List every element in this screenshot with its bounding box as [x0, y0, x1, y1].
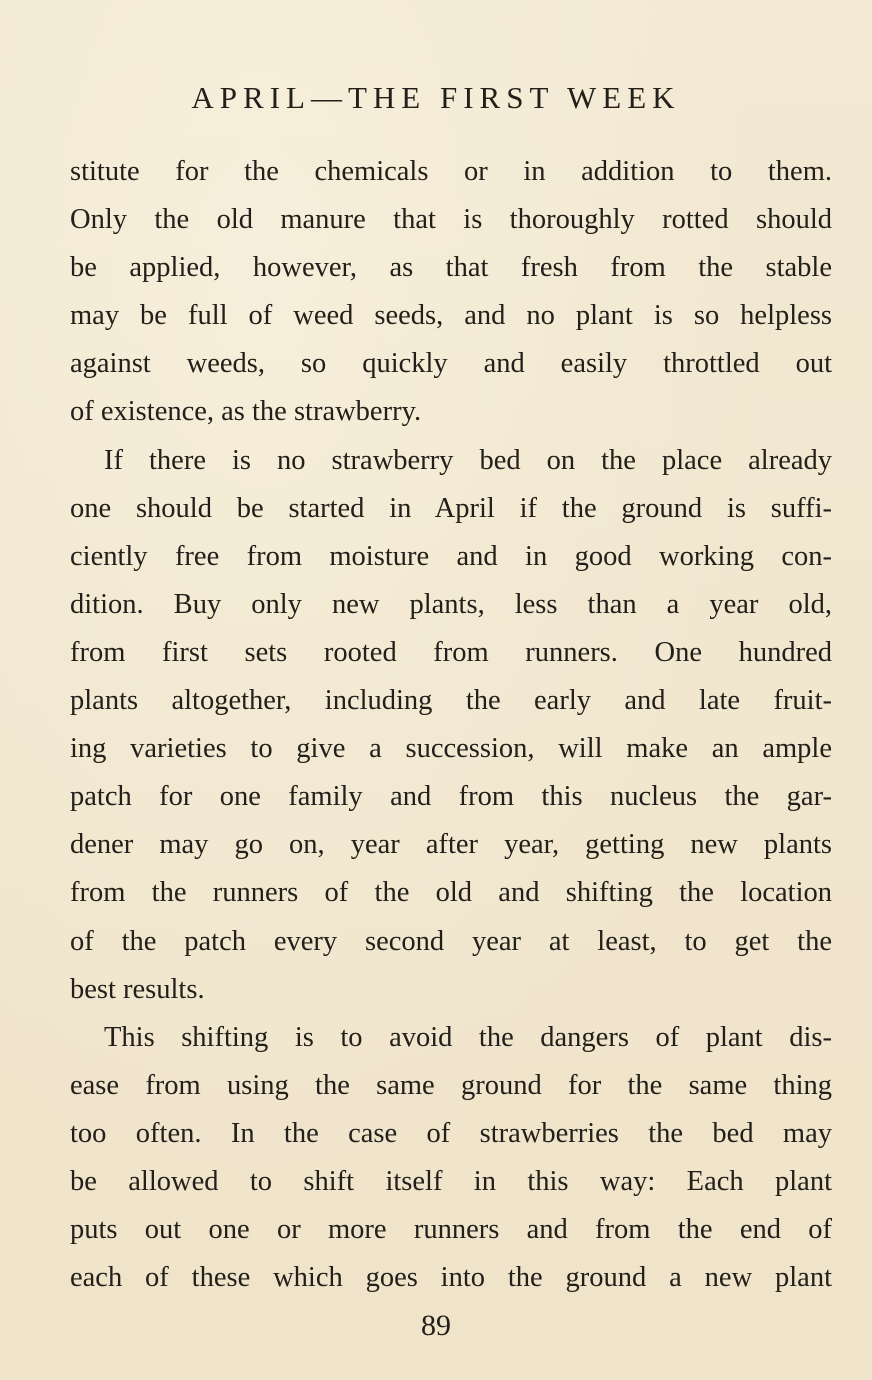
text-line: from first sets rooted from runners. One hundred [70, 636, 832, 668]
text-line: dener may go on, year after year, getting new plants [70, 829, 832, 861]
text-line: be allowed to shift itself in this way: Each plant [70, 1165, 832, 1197]
text-line: against weeds, so quickly and easily throttled out [70, 348, 832, 380]
text-line: of existence, as the strawberry. [70, 396, 422, 428]
text-line: be applied, however, as that fresh from the stable [70, 252, 832, 284]
text-line: of the patch every second year at least, to get the [70, 925, 832, 957]
text-line: ing varieties to give a succession, will make an ample [70, 733, 832, 765]
text-line: dition. Buy only new plants, less than a year old, [70, 588, 832, 620]
text-line: ease from using the same ground for the same thing [70, 1069, 832, 1101]
text-line: Only the old manure that is thoroughly rotted should [70, 204, 832, 236]
text-line: patch for one family and from this nucleus the gar- [70, 781, 832, 813]
body-text [70, 148, 832, 1302]
text-line: This shifting is to avoid the dangers of plant dis- [104, 1021, 832, 1053]
running-head: APRIL—THE FIRST WEEK [191, 80, 681, 115]
text-line: If there is no strawberry bed on the place already [104, 444, 832, 476]
text-line: from the runners of the old and shifting the location [70, 877, 832, 909]
text-line: stitute for the chemicals or in addition to them. [70, 156, 832, 187]
text-line: too often. In the case of strawberries the bed may [70, 1117, 832, 1149]
text-line: best results. [70, 973, 205, 1005]
text-line: puts out one or more runners and from the end of [70, 1214, 832, 1246]
text-line: plants altogether, including the early and late fruit- [70, 685, 832, 717]
text-line: each of these which goes into the ground a new plant [70, 1262, 832, 1294]
text-line: ciently free from moisture and in good working con- [70, 540, 832, 572]
page-number: 89 [421, 1309, 451, 1342]
text-line: may be full of weed seeds, and no plant is so helpless [70, 300, 832, 332]
text-line: one should be started in April if the ground is suffi- [70, 492, 832, 524]
